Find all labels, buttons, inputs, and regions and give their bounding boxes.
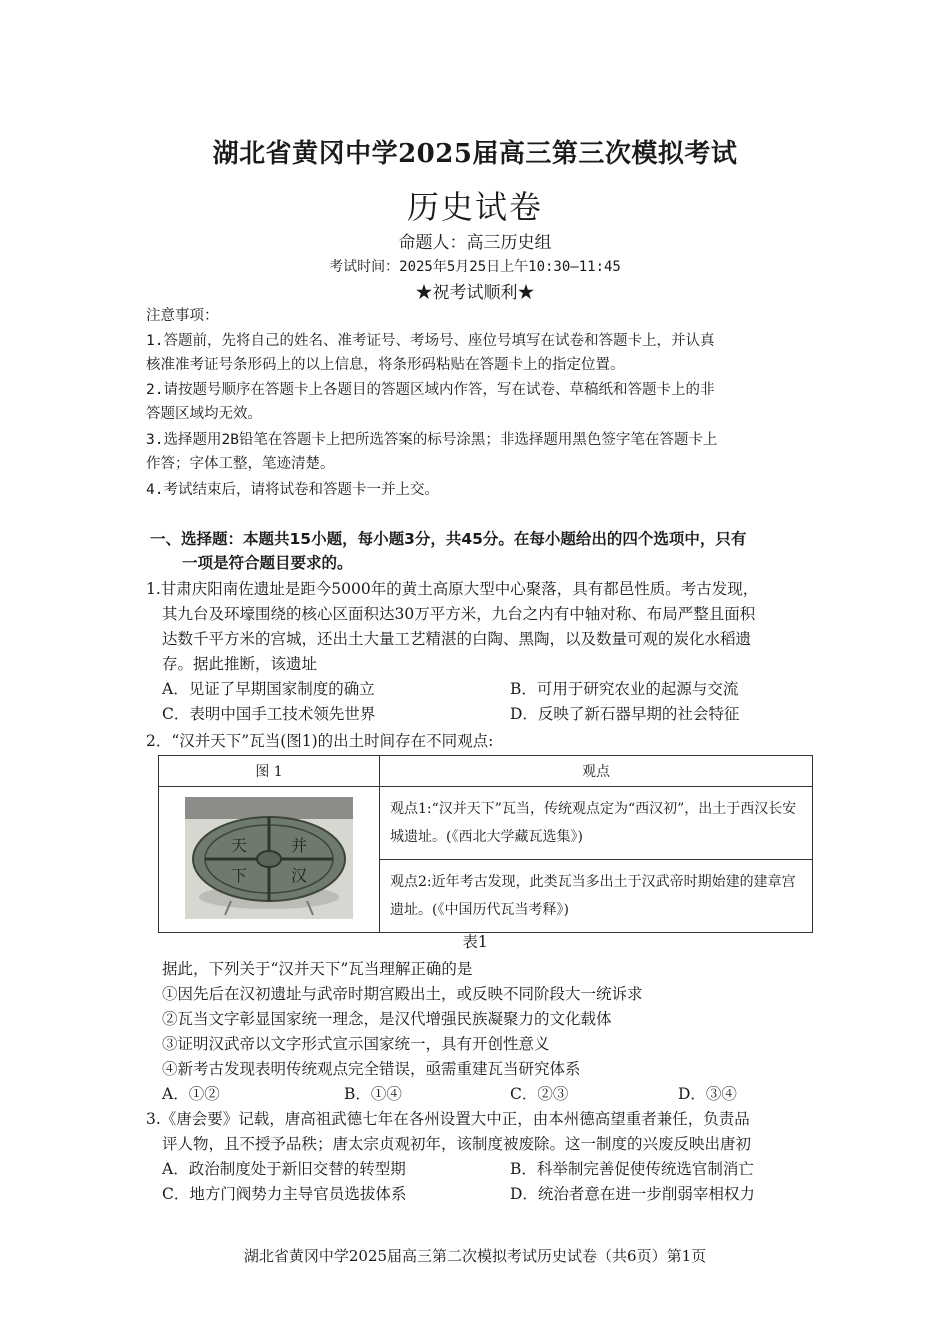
exam-time: 考试时间：2025年5月25日上午10:30—11:45 — [329, 259, 621, 275]
seal-char: 天 — [230, 835, 248, 855]
q1-option-b: B．可用于研究农业的起源与交流 — [510, 680, 739, 698]
q1-option-d: D．反映了新石器早期的社会特征 — [510, 705, 740, 723]
q3-option-a: A．政治制度处于新旧交替的转型期 — [162, 1160, 406, 1178]
view-1-cell: 观点1:“汉并天下”瓦当，传统观点定为“西汉初”，出土于西汉长安城遗址。(《西北大学藏瓦选集》) — [380, 787, 813, 860]
table-header-views: 观点 — [380, 756, 813, 787]
exam-title: 湖北省黄冈中学2025届高三第三次模拟考试 — [212, 139, 738, 169]
table-1 — [158, 755, 813, 933]
q2-option-b: B．①④ — [344, 1085, 402, 1103]
seal-char: 并 — [290, 835, 308, 855]
q1-stem-line: 达数千平方米的宫城，还出土大量工艺精湛的白陶、黑陶，以及数量可观的炭化水稻遗 — [162, 630, 752, 648]
q3-option-d: D．统治者意在进一步削弱宰相权力 — [510, 1185, 755, 1203]
figure-1-cell — [159, 787, 380, 933]
author-line: 命题人：高三历史组 — [398, 233, 552, 253]
section-heading-cont: 一项是符合题目要求的。 — [182, 554, 353, 572]
roof-tile-end-image — [185, 797, 353, 919]
note-line: 4.考试结束后，请将试卷和答题卡一并上交。 — [146, 482, 439, 498]
q1-option-c: C．表明中国手工技术领先世界 — [162, 705, 376, 723]
seal-char: 下 — [230, 865, 248, 885]
table-header-figure: 图 1 — [159, 756, 380, 787]
q1-stem-line: 其九台及环壕围绕的核心区面积达30万平方米，九台之内有中轴对称、布局严整且面积 — [162, 605, 756, 623]
q3-stem-line: 评人物，且不授予品秩；唐太宗贞观初年，该制度被废除。这一制度的兴废反映出唐初 — [162, 1135, 752, 1153]
notes-heading: 注意事项： — [146, 308, 219, 324]
view-2-cell: 观点2:近年考古发现，此类瓦当多出土于汉武帝时期始建的建章宫遗址。(《中国历代瓦当考释》) — [380, 860, 813, 933]
q1-option-a: A．见证了早期国家制度的确立 — [162, 680, 375, 698]
q3-option-b: B．科举制完善促使传统选官制消亡 — [510, 1160, 754, 1178]
note-line: 2.请按题号顺序在答题卡上各题目的答题区域内作答，写在试卷、草稿纸和答题卡上的非 — [146, 382, 715, 398]
note-line: 3.选择题用2B铅笔在答题卡上把所选答案的标号涂黑；非选择题用黑色签字笔在答题卡上 — [146, 432, 718, 448]
page-footer: 湖北省黄冈中学2025届高三第二次模拟考试历史试卷（共6页）第1页 — [243, 1247, 707, 1265]
q2-statement: ②瓦当文字彰显国家统一理念，是汉代增强民族凝聚力的文化载体 — [162, 1010, 612, 1028]
note-line: 答题区域均无效。 — [146, 406, 262, 422]
q2-stem: 2．“汉并天下”瓦当(图1)的出土时间存在不同观点: — [146, 732, 494, 750]
q3-option-c: C．地方门阀势力主导官员选拔体系 — [162, 1185, 407, 1203]
q2-prompt: 据此，下列关于“汉并天下”瓦当理解正确的是 — [162, 960, 473, 978]
q2-statement: ④新考古发现表明传统观点完全错误，亟需重建瓦当研究体系 — [162, 1060, 581, 1078]
q1-stem-line: 1.甘肃庆阳南佐遗址是距今5000年的黄土高原大型中心聚落，具有都邑性质。考古发现， — [146, 580, 759, 598]
note-line: 1.答题前，先将自己的姓名、准考证号、考场号、座位号填写在试卷和答题卡上，并认真 — [146, 333, 715, 349]
note-line: 核准准考证号条形码上的以上信息，将条形码粘贴在答题卡上的指定位置。 — [146, 357, 625, 373]
q2-option-d: D．③④ — [678, 1085, 737, 1103]
good-luck-line: ★祝考试顺利★ — [415, 283, 535, 303]
q2-statement: ③证明汉武帝以文字形式宣示国家统一，具有开创性意义 — [162, 1035, 550, 1053]
note-line: 作答；字体工整，笔迹清楚。 — [146, 456, 335, 472]
q2-option-c: C．②③ — [510, 1085, 569, 1103]
section-heading: 一、选择题：本题共15小题，每小题3分，共45分。在每小题给出的四个选项中，只有 — [150, 530, 747, 548]
q1-stem-line: 存。据此推断，该遗址 — [162, 655, 318, 673]
q3-stem-line: 3.《唐会要》记载，唐高祖武德七年在各州设置大中正，由本州德高望重者兼任，负责品 — [146, 1110, 750, 1128]
paper-subtitle: 历史试卷 — [406, 188, 543, 226]
seal-char: 汉 — [290, 865, 308, 885]
q2-option-a: A．①② — [162, 1085, 220, 1103]
table-caption: 表1 — [462, 933, 488, 951]
q2-statement: ①因先后在汉初遗址与武帝时期宫殿出土，或反映不同阶段大一统诉求 — [162, 985, 643, 1003]
